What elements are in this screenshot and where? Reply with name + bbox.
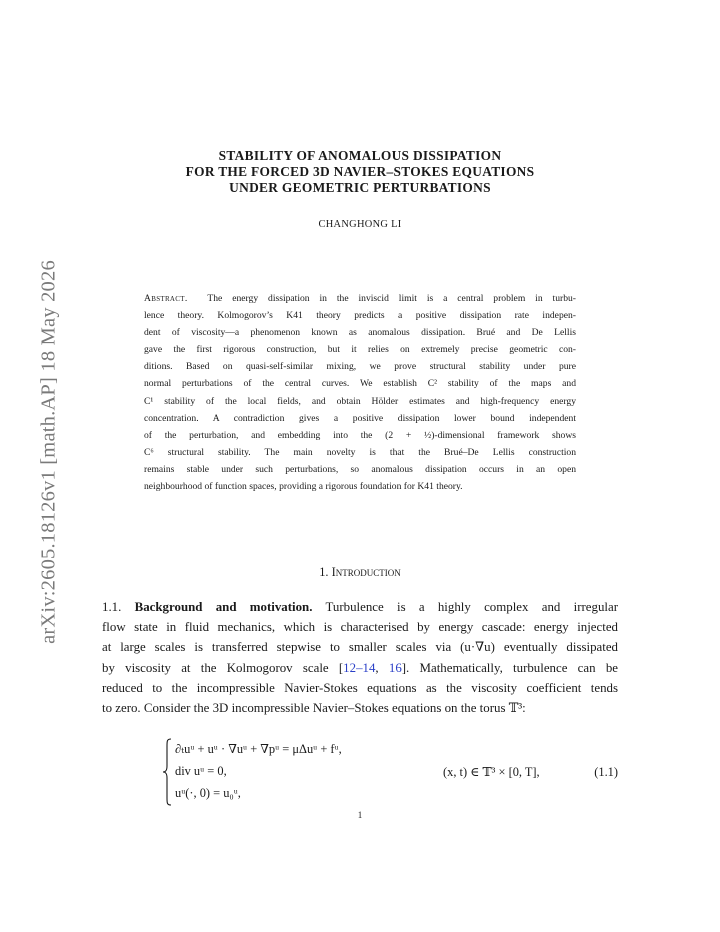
paragraph-line: reduced to the incompressible Navier-Stokes equations as the viscosity coefficient tends [102,680,618,695]
citation-link[interactable]: 16 [388,660,402,675]
abstract-line: dent of viscosity—a phenomenon known as anomalous dissipation. Brué and De Lellis [144,327,576,339]
abstract-heading: Abstract. [144,293,188,304]
paragraph-line: at large scales is transferred stepwise to smaller scales via (u·∇u) eventually dissipated [102,640,618,655]
introduction-paragraph [102,597,618,718]
left-brace-icon [162,738,172,806]
page-number: 1 [357,810,363,820]
equation-system [175,738,342,804]
title-line-3: UNDER GEOMETRIC PERTURBATIONS [229,180,491,195]
citation-link[interactable]: 12–14 [343,660,376,675]
subsection-number: 1.1. [102,600,122,614]
subsection-title: Background and motivation. [134,600,313,614]
abstract-line: normal perturbations of the central curves. We establish C² stability of the maps and [144,378,576,390]
section-number: 1. [319,565,329,579]
abstract-line: C¹ stability of the local fields, and obtain Hölder estimates and high-frequency energy [144,395,576,407]
title-line-2: FOR THE FORCED 3D NAVIER–STOKES EQUATIONS [185,164,535,179]
paragraph-line: by viscosity at the Kolmogorov scale [12–14, 16]. Mathematically, turbulence can be [102,660,618,675]
abstract-line: of the perturbation, and embedding into the (2 + ½)-dimensional framework shows [144,429,576,441]
abstract-line: concentration. A contradiction gives a positive dissipation lower bound independent [144,412,576,424]
equation-line: div uᵘ = 0, [175,764,227,778]
equation-line: uᵘ(·, 0) = u₀ᵘ, [175,786,241,800]
arxiv-identifier-stamp: arXiv:2605.18126v1 [math.AP] 18 May 2026 [37,260,60,644]
abstract-line: ditions. Based on quasi-self-similar mixing, we prove structural stability under pure [144,361,576,373]
abstract-line: Abstract. The energy dissipation in the inviscid limit is a central problem in turbu- [144,293,577,304]
equation-line: ∂ₜuᵘ + uᵘ · ∇uᵘ + ∇pᵘ = μΔuᵘ + fᵘ, [175,742,342,756]
equation-domain: (x, t) ∈ 𝕋³ × [0, T], [443,765,540,779]
section-title: Introduction [331,565,401,579]
abstract-line: gave the first rigorous construction, but it relies on extremely precise geometric con- [144,344,576,356]
paragraph-line: to zero. Consider the 3D incompressible Navier–Stokes equations on the torus 𝕋³: [102,700,526,715]
abstract-line: C⁶ structural stability. The main novelty is that the Brué–De Lellis construction [144,446,576,458]
paragraph-line: 1.1. Background and motivation. Turbulence is a highly complex and irregular [102,600,618,614]
equation-1-1 [160,738,620,808]
abstract-line: remains stable under such perturbations, so anomalous dissipation occurs in an open [144,463,576,475]
section-heading-introduction [0,565,720,580]
paper-title [0,148,720,196]
equation-number: (1.1) [594,764,618,779]
abstract-line: neighbourhood of function spaces, providing a rigorous foundation for K41 theory. [144,481,463,493]
title-line-1: STABILITY OF ANOMALOUS DISSIPATION [218,148,502,163]
author-name: CHANGHONG LI [318,219,402,230]
paragraph-line: flow state in fluid mechanics, which is characterised by energy cascade: energy injected [102,620,618,635]
abstract-line: lence theory. Kolmogorov’s K41 theory predicts a positive dissipation rate indepen- [144,310,576,322]
abstract [144,290,576,495]
